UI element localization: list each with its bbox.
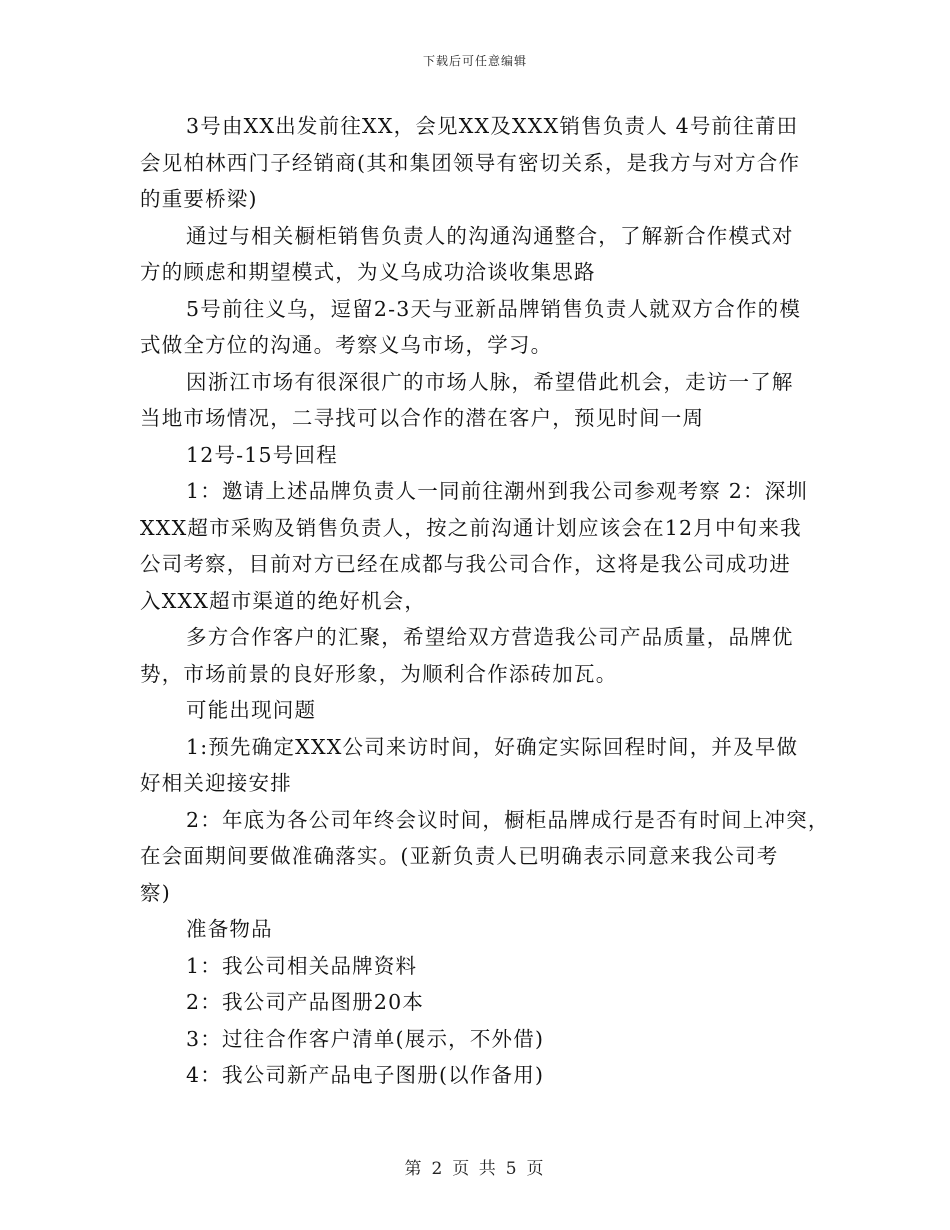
text-line: 4：我公司新产品电子图册(以作备用)	[186, 1063, 545, 1087]
text-line: 可能出现问题	[186, 698, 317, 722]
document-body	[140, 108, 830, 1094]
text-line: XXX超市采购及销售负责人，按之前沟通计划应该会在12月中旬来我	[140, 515, 802, 540]
text-line: 因浙江市场有很深很广的市场人脉，希望借此机会，走访一了解	[186, 369, 794, 394]
text-line: 多方合作客户的汇聚，希望给双方营造我公司产品质量，品牌优	[186, 625, 794, 649]
text-line: 方的顾虑和期望模式，为义乌成功洽谈收集思路	[140, 260, 596, 284]
text-line: 3号由XX出发前往XX，会见XX及XXX销售负责人 4号前往莆田	[186, 114, 799, 138]
text-line: 入XXX超市渠道的绝好机会，	[140, 588, 427, 613]
text-line: 12号-15号回程	[186, 442, 338, 467]
text-line: 会见柏林西门子经销商(其和集团领导有密切关系，是我方与对方合作	[140, 150, 801, 175]
text-line: 5号前往义乌，逗留2-3天与亚新品牌销售负责人就双方合作的模	[186, 296, 802, 321]
text-line: 1：我公司相关品牌资料	[186, 953, 418, 978]
text-line: 3：过往合作客户清单(展示，不外借)	[186, 1026, 545, 1051]
footer-prefix: 第	[404, 1159, 424, 1179]
text-line: 2：年底为各公司年终会议时间，橱柜品牌成行是否有时间上冲突，	[186, 807, 830, 832]
text-line: 势，市场前景的良好形象，为顺利合作添砖加瓦。	[140, 661, 618, 686]
text-line: 的重要桥梁)	[140, 187, 258, 211]
text-line: 察)	[140, 880, 171, 905]
footer-page-number: 2	[431, 1159, 445, 1179]
text-line: 1:预先确定XXX公司来访时间，好确定实际回程时间，并及早做	[186, 734, 799, 759]
footer-total-pages: 5	[505, 1159, 519, 1179]
footer-middle: 页 共	[452, 1159, 498, 1179]
text-line: 通过与相关橱柜销售负责人的沟通沟通整合，了解新合作模式对	[186, 223, 794, 248]
footer-suffix: 页	[526, 1159, 546, 1179]
page-footer	[0, 1154, 950, 1179]
text-line: 1：邀请上述品牌负责人一同前往潮州到我公司参观考察 2：深圳	[186, 479, 809, 503]
page-header: 下载后可任意编辑	[422, 54, 527, 68]
text-line: 公司考察，目前对方已经在成都与我公司合作，这将是我公司成功进	[140, 552, 791, 576]
text-line: 在会面期间要做准确落实。(亚新负责人已明确表示同意来我公司考	[140, 844, 779, 868]
text-line: 准备物品	[186, 917, 273, 941]
text-line: 式做全方位的沟通。考察义乌市场，学习。	[140, 333, 553, 357]
text-line: 好相关迎接安排	[140, 771, 292, 795]
text-line: 2：我公司产品图册20本	[186, 990, 425, 1014]
text-line: 当地市场情况，二寻找可以合作的潜在客户，预见时间一周	[140, 406, 705, 430]
